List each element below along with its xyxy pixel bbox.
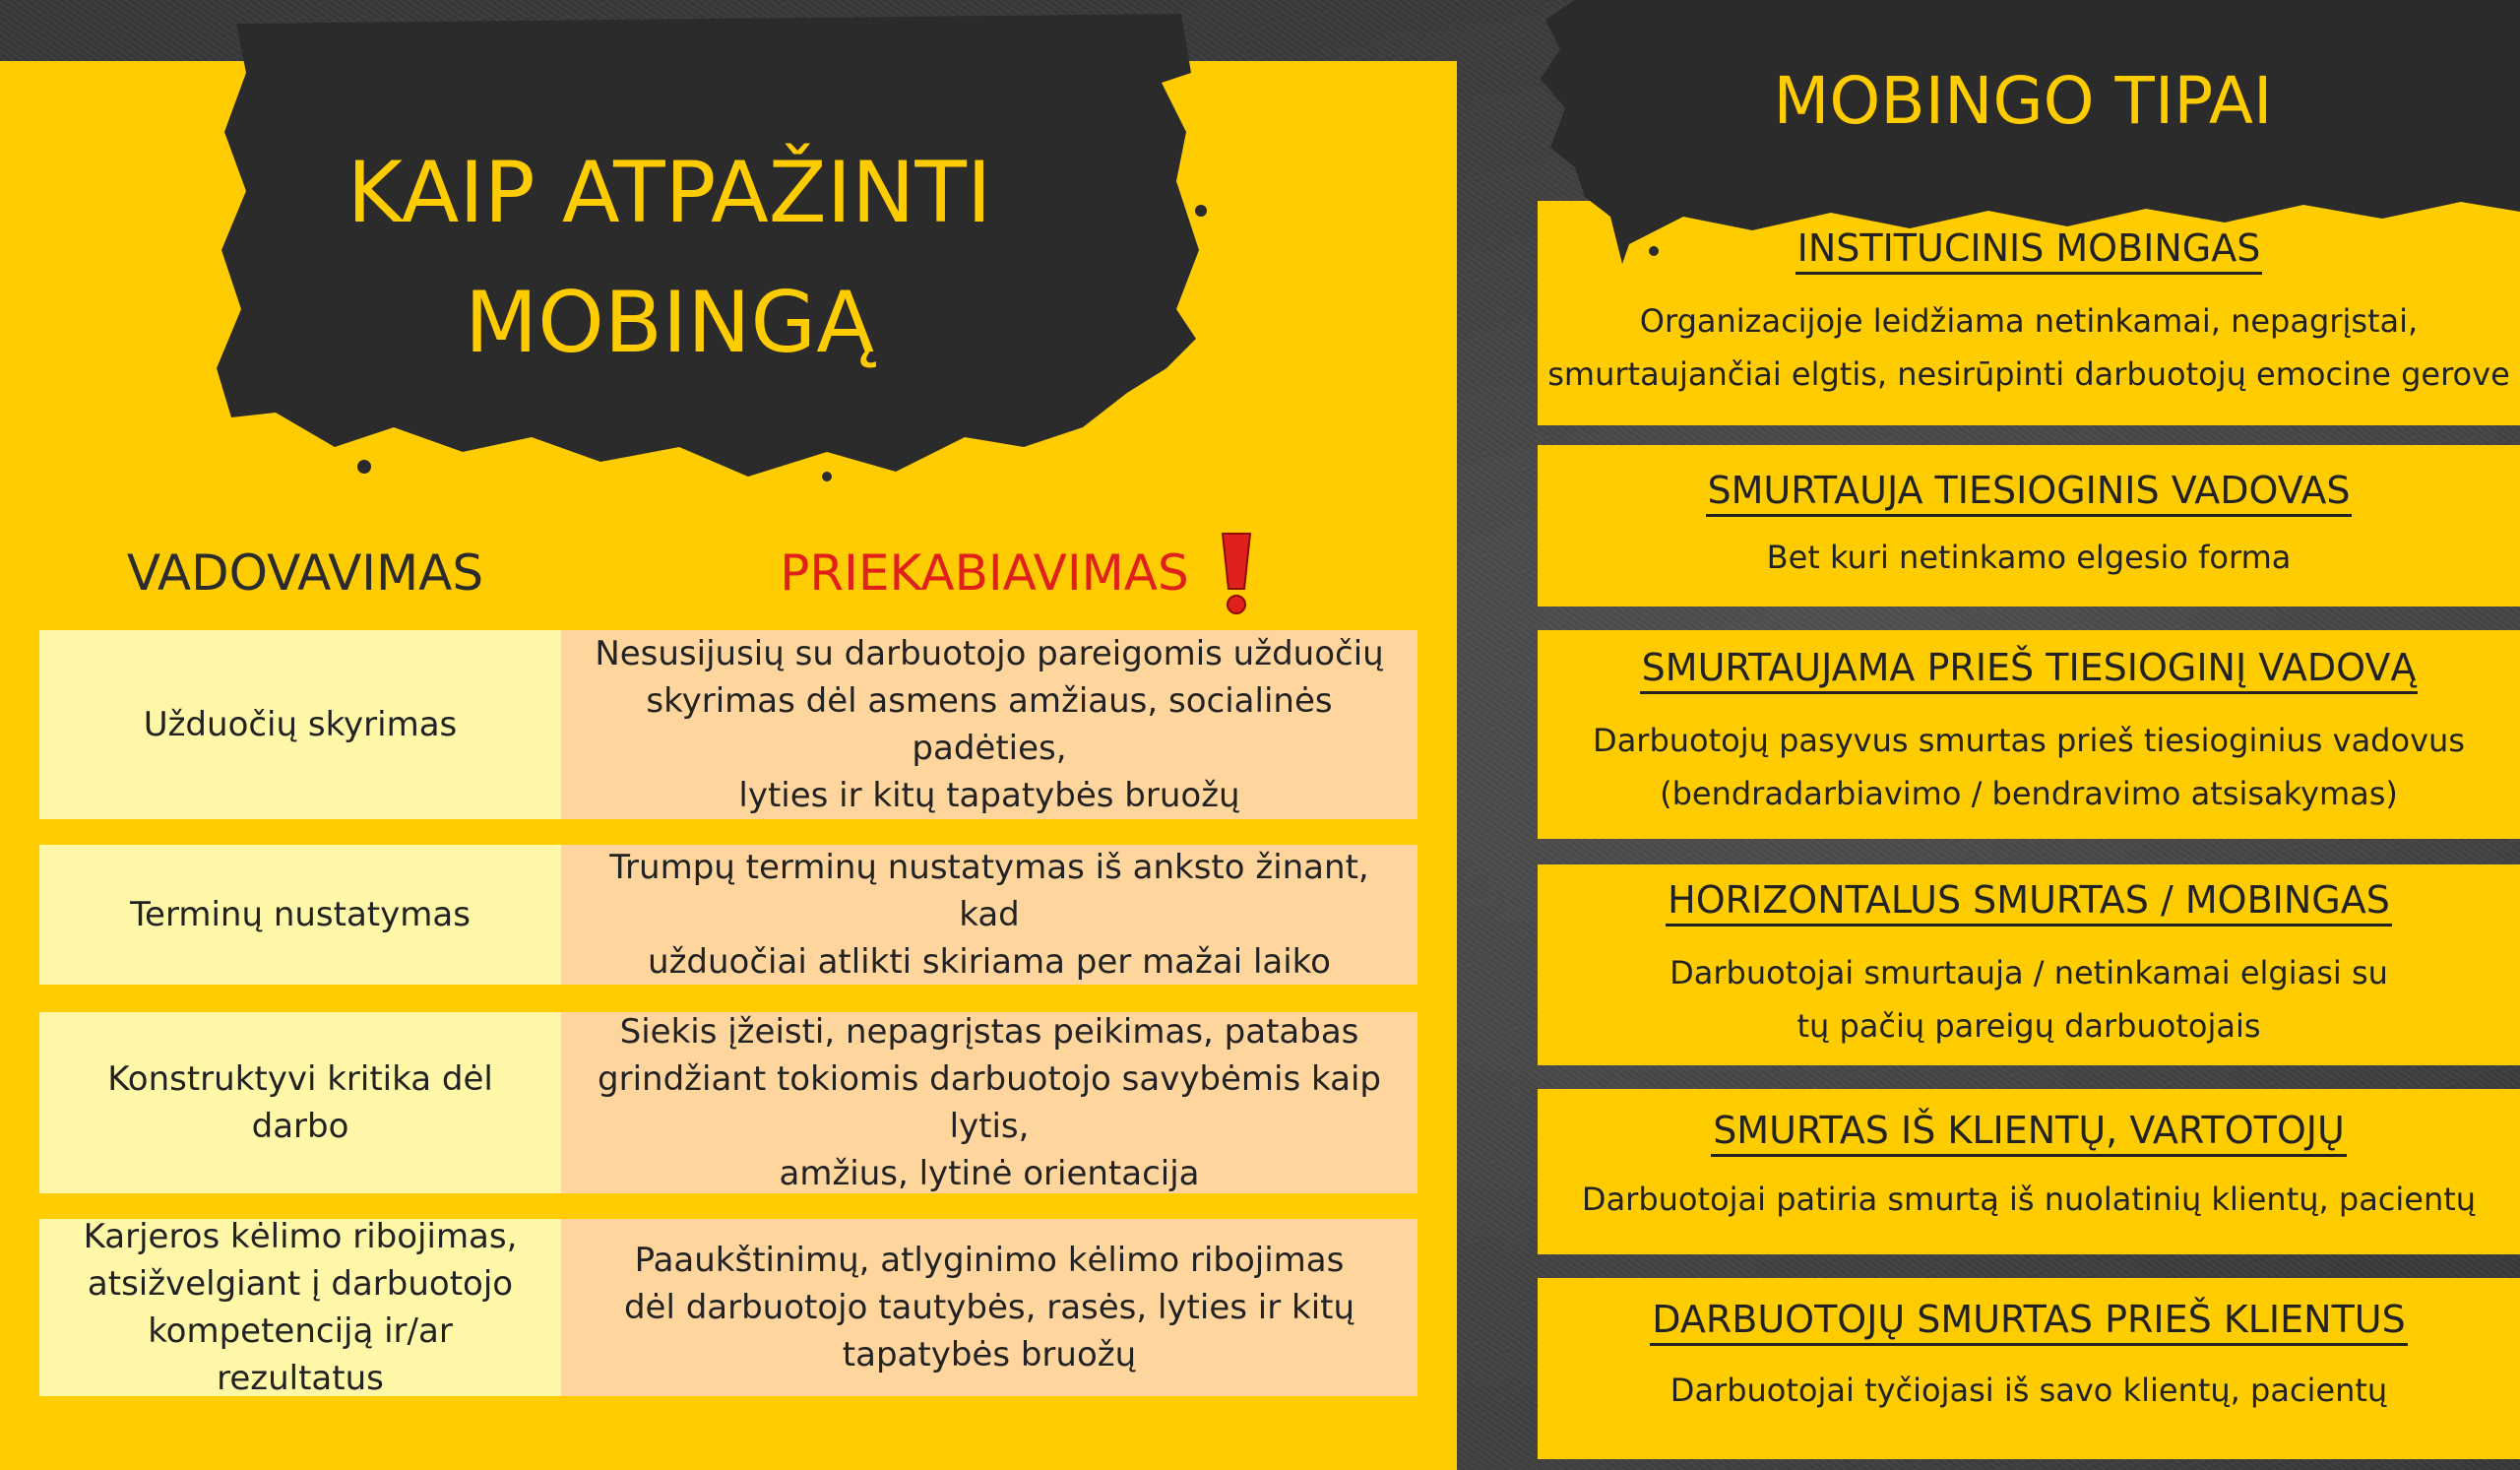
harassment-cell: [561, 630, 1418, 819]
cell-line: Paaukštinimų, atlyginimo kėlimo ribojimas: [634, 1241, 1345, 1280]
type-description-line: Organizacijoje leidžiama netinkamai, nepagrįstai,: [1639, 302, 2419, 340]
table-row: [39, 630, 1418, 819]
exclamation-icon: [1217, 530, 1256, 618]
leadership-cell: [39, 630, 561, 819]
type-title: SMURTAUJA TIESIOGINIS VADOVAS: [1706, 467, 2353, 517]
type-description-line: Darbuotojai patiria smurtą iš nuolatinių klientų, pacientų: [1581, 1181, 2477, 1218]
harassment-cell: [561, 1219, 1418, 1396]
cell-line: lyties ir kitų tapatybės bruožų: [738, 776, 1240, 815]
type-description-line: Darbuotojų pasyvus smurtas prieš tiesioginius vadovus: [1593, 722, 2465, 759]
type-description-line: (bendradarbiavimo / bendravimo atsisakymas): [1660, 775, 2398, 812]
column-header-leadership: VADOVAVIMAS: [126, 544, 484, 602]
harassment-cell: [561, 845, 1418, 985]
type-title: HORIZONTALUS SMURTAS / MOBINGAS: [1666, 876, 2392, 927]
cell-line: Karjeros kėlimo ribojimas,: [83, 1217, 518, 1256]
cell-line: Nesusijusių su darbuotojo pareigomis užduočių: [595, 634, 1384, 673]
types-title: MOBINGO TIPAI: [1773, 63, 2273, 139]
type-description-line: smurtaujančiai elgtis, nesirūpinti darbuotojų emocine gerove: [1547, 355, 2510, 393]
table-row: [39, 845, 1418, 985]
type-title: SMURTAUJAMA PRIEŠ TIESIOGINĮ VADOVĄ: [1640, 644, 2419, 694]
cell-line: tapatybės bruožų: [842, 1335, 1137, 1374]
cell-line: amžius, lytinė orientacija: [779, 1154, 1200, 1193]
table-row: [39, 1012, 1418, 1193]
cell-line: skyrimas dėl asmens amžiaus, socialinės padėties,: [646, 681, 1333, 768]
leadership-cell: [39, 1012, 561, 1193]
type-description-line: tų pačių pareigų darbuotojais: [1796, 1007, 2261, 1045]
type-description-line: Bet kuri netinkamo elgesio forma: [1766, 539, 2292, 576]
cell-line: Trumpų terminų nustatymas iš anksto žinant, kad: [609, 848, 1369, 934]
main-title-line-2: MOBINGĄ: [464, 274, 875, 372]
cell-line: Siekis įžeisti, nepagrįstas peikimas, patabas: [619, 1012, 1359, 1052]
type-card: [1538, 864, 2520, 1065]
leadership-cell: [39, 1219, 561, 1396]
leadership-cell: [39, 845, 561, 985]
column-header-harassment: PRIEKABIAVIMAS: [780, 544, 1189, 602]
cell-line: atsižvelgiant į darbuotojo: [87, 1264, 514, 1304]
cell-line: dėl darbuotojo tautybės, rasės, lyties ir kitų: [623, 1288, 1355, 1327]
harassment-cell: [561, 1012, 1418, 1193]
type-card: [1538, 1278, 2520, 1459]
type-description-line: Darbuotojai smurtauja / netinkamai elgiasi su: [1670, 954, 2388, 991]
type-card: [1538, 630, 2520, 839]
type-title: SMURTAS IŠ KLIENTŲ, VARTOTOJŲ: [1711, 1107, 2347, 1157]
cell-line: kompetenciją ir/ar rezultatus: [148, 1311, 453, 1398]
cell-line: Užduočių skyrimas: [143, 705, 458, 744]
cell-line: Konstruktyvi kritika dėl darbo: [107, 1059, 493, 1146]
main-title-line-1: KAIP ATPAŽINTI: [346, 144, 992, 242]
type-title: INSTITUCINIS MOBINGAS: [1796, 224, 2263, 275]
type-title: DARBUOTOJŲ SMURTAS PRIEŠ KLIENTUS: [1650, 1296, 2407, 1346]
cell-line: grindžiant tokiomis darbuotojo savybėmis kaip lytis,: [598, 1059, 1381, 1146]
cell-line: Terminų nustatymas: [130, 895, 471, 934]
type-card: [1538, 1089, 2520, 1254]
cell-line: užduočiai atlikti skiriama per mažai laiko: [648, 942, 1331, 982]
type-card: [1538, 445, 2520, 607]
main-title: [295, 128, 1043, 388]
table-row: [39, 1219, 1418, 1396]
type-description-line: Darbuotojai tyčiojasi iš savo klientų, pacientų: [1670, 1372, 2388, 1409]
